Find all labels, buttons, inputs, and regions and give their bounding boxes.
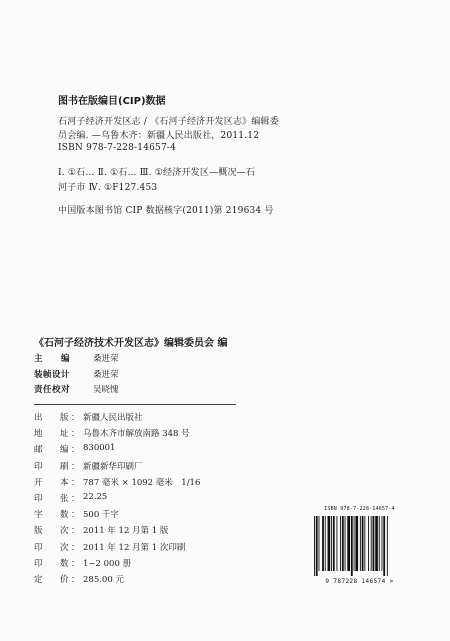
cip-line-1: 石河子经济开发区志 / 《石河子经济开发区志》编辑委: [58, 117, 279, 127]
pub-colon-2: ：: [71, 445, 80, 456]
barcode-bar: [375, 516, 378, 571]
barcode-bar: [354, 516, 355, 571]
pub-label-10: 定: [34, 575, 43, 585]
barcode-bar: [325, 516, 326, 571]
barcode-bar: [316, 516, 318, 576]
barcode-bar: [347, 516, 350, 571]
pub-label2-10: 价: [60, 575, 69, 585]
barcode-bar: [368, 516, 369, 571]
pub-label-1: 地: [34, 429, 43, 440]
pub-label-7: 版: [34, 526, 43, 537]
barcode-bar: [383, 516, 385, 576]
cip-line-6: 中国版本图书馆 CIP 数据核字(2011)第 219634 号: [58, 206, 274, 216]
cip-line-4: Ⅰ. ①石… Ⅱ. ①石… Ⅲ. ①经济开发区—概况—石: [58, 168, 256, 178]
barcode-bar: [340, 516, 341, 571]
pub-value-5: 22.25: [83, 492, 108, 502]
cip-line-5: 河子市 Ⅳ. ①F127.453: [58, 183, 158, 193]
pub-label2-1: 址: [60, 429, 69, 440]
barcode-bar: [337, 516, 338, 571]
section-divider: [34, 404, 236, 405]
pub-label2-3: 刷: [60, 461, 69, 472]
barcode-bar: [382, 516, 383, 571]
pub-colon-4: ：: [71, 477, 80, 488]
barcode-bar: [328, 516, 331, 571]
barcode-bar: [379, 516, 380, 571]
credit-label-proofreader: 责任校对: [34, 385, 71, 395]
pub-colon-5: ：: [71, 494, 80, 504]
barcode-bar: [387, 516, 388, 576]
credit-label-chief-editor: 主 编: [34, 354, 71, 364]
pub-label-5: 印: [34, 494, 43, 504]
barcode-bar: [364, 516, 365, 571]
barcode-bar: [355, 516, 358, 571]
barcode-bar: [362, 516, 364, 571]
pub-colon-7: ：: [71, 526, 80, 537]
pub-colon-9: ：: [71, 558, 80, 569]
barcode-bar: [342, 516, 344, 571]
pub-colon-8: ：: [71, 542, 80, 553]
barcode-bar: [351, 516, 353, 576]
pub-label2-8: 次: [60, 542, 69, 553]
pub-label2-7: 次: [60, 526, 69, 537]
barcode-bar: [333, 516, 335, 571]
pub-label2-9: 数: [60, 558, 69, 569]
credit-value-designer: 桑进荣: [93, 370, 119, 380]
pub-value-10: 285.00 元: [83, 575, 124, 585]
pub-colon-0: ：: [71, 413, 80, 423]
pub-label-0: 出: [34, 413, 43, 423]
pub-label-2: 邮: [34, 445, 43, 456]
credit-value-proofreader: 吴晓愧: [93, 385, 119, 395]
pub-label2-4: 本: [60, 477, 69, 488]
barcode-digits: 9 787228 146574 >: [325, 578, 394, 585]
barcode-bar: [314, 516, 315, 576]
pub-value-6: 500 千字: [83, 510, 119, 521]
barcode-bar: [373, 516, 375, 571]
barcode-bars: [311, 516, 408, 576]
pub-colon-6: ：: [71, 510, 80, 521]
barcode-isbn-text: ISBN 978-7-228-14657-4: [324, 506, 395, 512]
pub-value-1: 乌鲁木齐市解放南路 348 号: [83, 429, 190, 440]
cip-heading: 图书在版编目(CIP)数据: [58, 96, 166, 107]
barcode-bar: [322, 516, 324, 571]
pub-colon-3: ：: [71, 461, 80, 472]
pub-colon-10: ：: [71, 575, 80, 585]
pub-label2-0: 版: [60, 413, 69, 423]
pub-value-9: 1~2 000 册: [83, 558, 132, 569]
pub-label2-2: 编: [60, 445, 69, 456]
pub-label2-5: 张: [60, 494, 69, 504]
cip-line-2: 员会编. —乌鲁木齐：新疆人民出版社，2011.12: [58, 131, 260, 141]
pub-value-8: 2011 年 12 月第 1 次印刷: [83, 542, 186, 553]
barcode-bar: [360, 516, 361, 571]
pub-label-9: 印: [34, 558, 43, 569]
pub-label2-6: 数: [60, 510, 69, 521]
editorial-title: 《石河子经济技术开发区志》编辑委员会 编: [34, 338, 228, 349]
pub-value-0: 新疆人民出版社: [83, 413, 143, 423]
credit-label-designer: 装帧设计: [34, 370, 71, 380]
pub-label-3: 印: [34, 461, 43, 472]
pub-label-6: 字: [34, 510, 43, 521]
credit-value-chief-editor: 桑进荣: [93, 354, 119, 364]
barcode-bar: [319, 516, 320, 571]
cip-line-3: ISBN 978-7-228-14657-4: [58, 143, 177, 153]
pub-value-2: 830001: [83, 443, 116, 454]
barcode-bar: [331, 516, 332, 571]
pub-label-8: 印: [34, 542, 43, 553]
barcode-bar: [371, 516, 372, 571]
isbn-barcode: [309, 506, 410, 590]
barcode-bar: [345, 516, 346, 571]
pub-colon-1: ：: [71, 429, 80, 440]
pub-value-7: 2011 年 12 月第 1 版: [83, 526, 169, 537]
pub-label-4: 开: [34, 477, 43, 488]
pub-value-3: 新疆新华印刷厂: [83, 461, 143, 472]
pub-value-4: 787 毫米 × 1092 毫米 1/16: [83, 477, 201, 488]
